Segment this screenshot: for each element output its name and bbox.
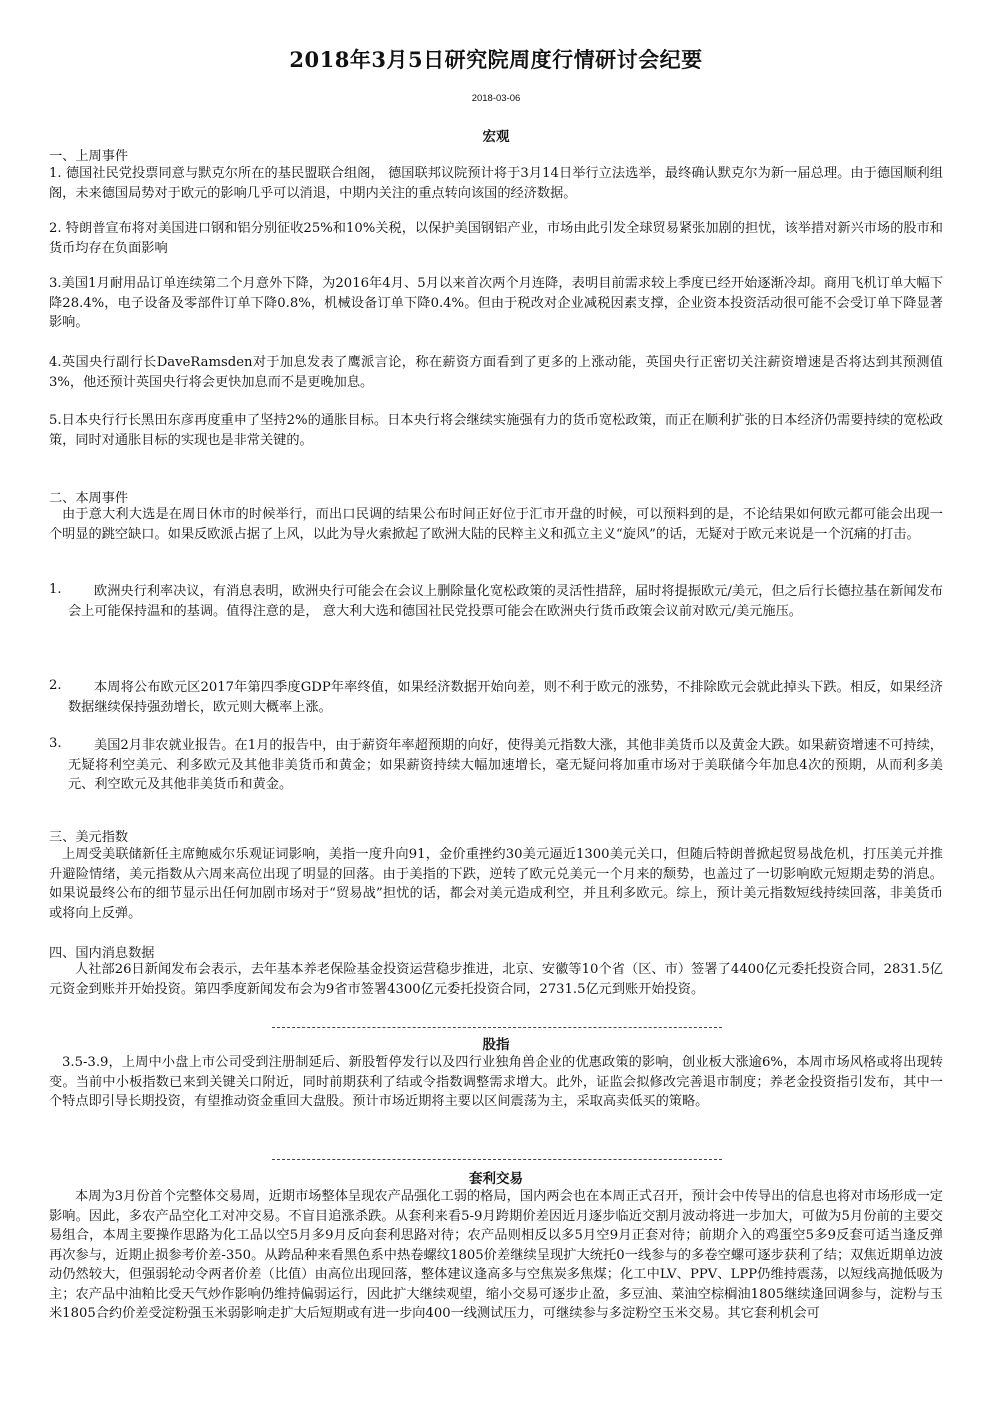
last-week-item: 2. 特朗普宣布将对美国进口钢和铝分别征收25%和10%关税，以保护美国钢铝产业，市场由此引发全球贸易紧张加剧的担忧，该举措对新兴市场的股市和货币均存在负面影响 [49,221,943,256]
this-week-item: 美国2月非农就业报告。在1月的报告中，由于薪资年率超预期的向好，使得美元指数大涨，其他非美货币以及黄金大跌。如果薪资增速不可持续，无疑将利空美元、利多欧元及其他非美货币和黄金；如果薪资持续大幅加速增长，毫无疑问将加重市场对于美联储今年加息4次的预期，从而利多美元、利空欧元及其他非美货币和黄金。 [68,738,943,792]
section-title-macro: 宏观 [482,129,510,145]
stock-index-text: 3.5-3.9，上周中小盘上市公司受到注册制延后、新股暂停发行以及四行业独角兽企业的优惠政策的影响，创业板大涨逾6%，本周市场风格或将出现转变。当前中小板指数已来到关键关口附近，同时前期获利了结或令指数调整需求增大。此外，证监会拟修改完善退市制度；养老金投资指引发布，其中一个特点即引导长期投资，有望推动资金重回大盘股。预计市场近期将主要以区间震荡为主，采取高卖低买的策略。 [49,1055,943,1109]
this-week-item: 欧洲央行利率决议，有消息表明，欧洲央行可能会在会议上删除量化宽松政策的灵活性措辞，届时将提振欧元/美元，但之后行长德拉基在新闻发布会上可能保持温和的基调。值得注意的是， 意大利大选和德国社民党投票可能会在欧洲央行货币政策会议前对欧元/美元施压。 [68,584,943,619]
list-number: 1. [49,582,62,597]
domestic-text: 人社部26日新闻发布会表示，去年基本养老保险基金投资运营稳步推进，北京、安徽等10个省（区、市）签署了4400亿元委托投资合同，2831.5亿元资金到账并开始投资。第四季度新闻发布会为9省市签署4300亿元委托投资合同，2731.5亿元到账开始投资。 [49,962,943,997]
section-divider [272,1159,722,1160]
heading-last-week: 一、上周事件 [49,149,129,164]
document-title: 2018年3月5日研究院周度行情研讨会纪要 [289,47,703,72]
list-number: 3. [49,736,62,751]
section-title-stock-index: 股指 [482,1037,510,1053]
list-number: 2. [49,678,62,693]
section-divider [272,1027,722,1028]
this-week-intro: 由于意大利大选是在周日休市的时候举行，而出口民调的结果公布时间正好位于汇市开盘的时候，可以预料到的是，不论结果如何欧元都可能会出现一个明显的跳空缺口。如果反欧派占据了上风，以此为导火索掀起了欧洲大陆的民粹主义和孤立主义“旋风”的话，无疑对于欧元来说是一个沉痛的打击。 [49,507,943,542]
heading-usd-index: 三、美元指数 [49,830,129,845]
usd-index-text: 上周受美联储新任主席鲍威尔乐观证词影响，美指一度升向91，金价重挫约30美元逼近1300美元关口，但随后特朗普掀起贸易战危机，打压美元并推升避险情绪，美元指数从六周来高位出现了明显的回落。由于美指的下跌，逆转了欧元兑美元一个月来的颓势，也盖过了一切影响欧元短期走势的消息。如果说最终公布的细节显示出任何加剧市场对于“贸易战”担忧的话，都会对美元造成利空，并且利多欧元。综上，预计美元指数短线持续回落，非美货币或将向上反弹。 [49,847,943,921]
last-week-item: 3.美国1月耐用品订单连续第二个月意外下降，为2016年4月、5月以来首次两个月连降，表明目前需求较上季度已经开始逐渐冷却。商用飞机订单大幅下降28.4%，电子设备及零部件订单下降0.8%，机械设备订单下降0.4%。但由于税改对企业减税因素支撑，企业资本投资活动很可能不会受订单下降显著影响。 [49,276,943,330]
arbitrage-text: 本周为3月份首个完整体交易周，近期市场整体呈现农产品强化工弱的格局，国内两会也在本周正式召开，预计会中传导出的信息也将对市场形成一定影响。因此，多农产品空化工对冲交易。不盲目追涨杀跌。从套利来看5-9月跨期价差因近月逐步临近交割月波动将进一步加大，可做为5月份前的主要交易组合，本周主要操作思路为化工品以空5月多9月反向套利思路对待；农产品则相反以多5月空9月正套对待；前期介入的鸡蛋空5多9反套可适当逢反弹再次参与，近期止损参考价差-350。从跨品种来看黑色系中热卷螺纹1805价差继续呈现扩大统托0一线参与的多卷空螺可逐步获利了结；双焦近期单边波动仍然较大，但强弱轮动令两者价差（比值）由高位出现回落，整体建议逢高多与空焦炭多焦煤；化工中LV、PPV、LPP仍维持震荡，以短线高抛低吸为主；农产品中油粕比受天气炒作影响仍维持偏弱运行，因此扩大继续观望，缩小交易可逐步止盈，多豆油、菜油空棕榈油1805继续逢回调参与，淀粉与玉米1805合约价差受淀粉强玉米弱影响走扩大后短期或有进一步向400一线测试压力，可继续参与多淀粉空玉米交易。其它套利机会可 [49,1189,943,1321]
last-week-item: 5.日本央行行长黑田东彦再度重申了坚持2%的通胀目标。日本央行将会继续实施强有力的货币宽松政策，而正在顺利扩张的日本经济仍需要持续的宽松政策，同时对通胀目标的实现也是非常关键的。 [49,413,943,448]
section-title-arbitrage: 套利交易 [469,1171,523,1187]
document-date: 2018-03-06 [471,93,521,104]
heading-domestic: 四、国内消息数据 [49,946,155,961]
last-week-item: 4.英国央行副行长DaveRamsden对于加息发表了鹰派言论，称在薪资方面看到了更多的上涨动能，英国央行正密切关注薪资增速是否将达到其预测值3%，他还预计英国央行将会更快加息而不是更晚加息。 [49,355,943,390]
heading-this-week: 二、本周事件 [49,491,129,506]
this-week-item: 本周将公布欧元区2017年第四季度GDP年率终值，如果经济数据开始向差，则不利于欧元的涨势，不排除欧元会就此掉头下跌。相反，如果经济数据继续保持强劲增长，欧元则大概率上涨。 [68,680,943,715]
last-week-item: 1. 德国社民党投票同意与默克尔所在的基民盟联合组阁， 德国联邦议院预计将于3月14日举行立法选举，最终确认默克尔为新一届总理。由于德国顺利组阁，未来德国局势对于欧元的影响几乎可以消退，中期内关注的重点转向该国的经济数据。 [49,166,943,201]
